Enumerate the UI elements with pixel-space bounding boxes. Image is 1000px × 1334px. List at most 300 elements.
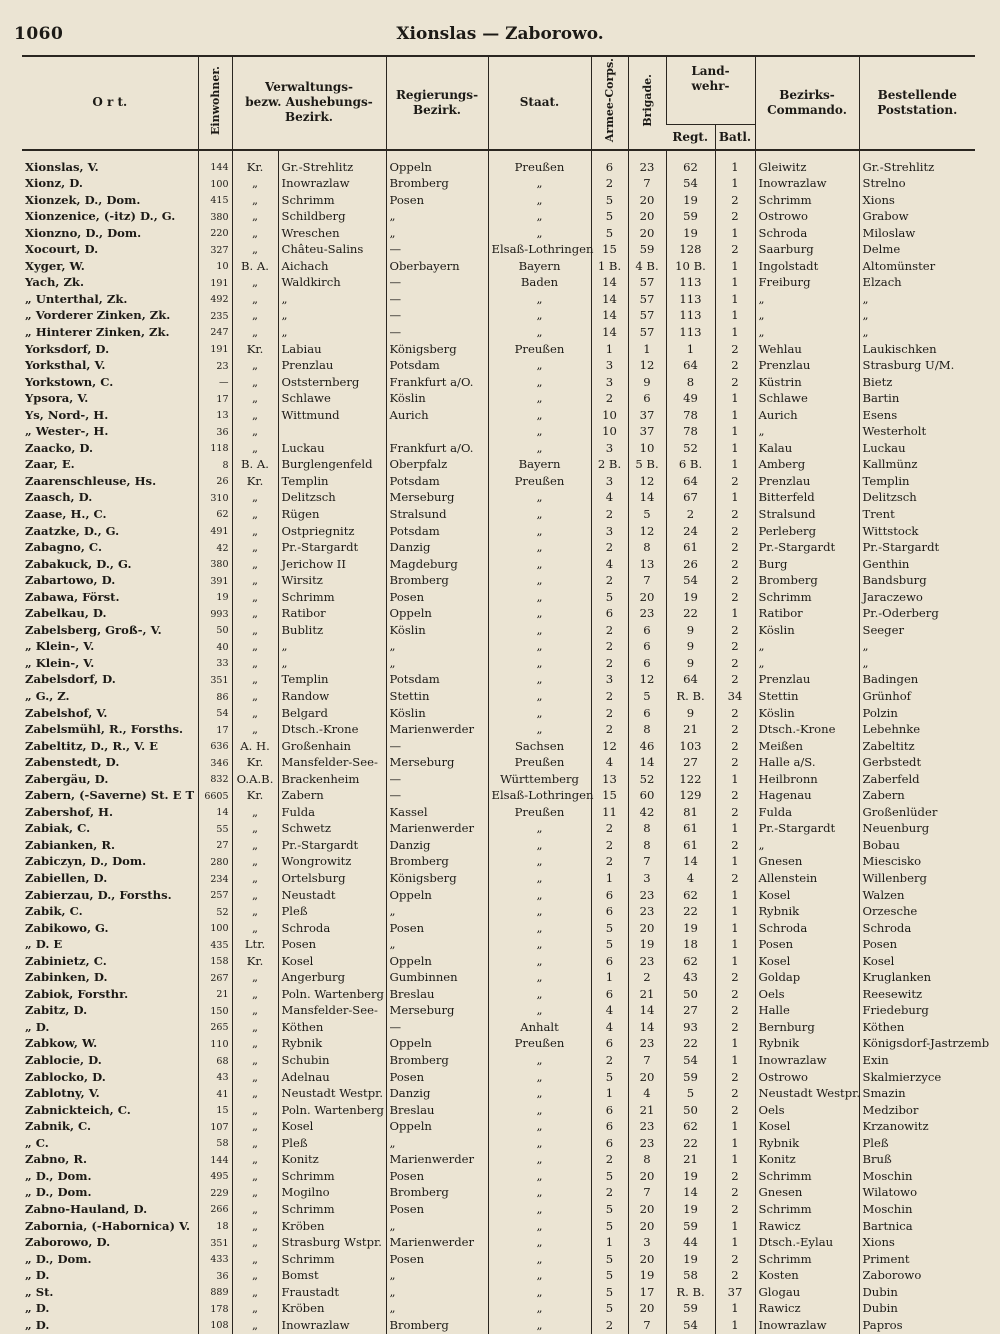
cell-poststation: Wilatowo xyxy=(859,1185,975,1202)
cell-brigade: 21 xyxy=(628,986,666,1003)
cell-regierungsbezirk: Merseburg xyxy=(386,755,488,772)
cell-verwaltungsart: „ xyxy=(232,1268,278,1285)
cell-staat: „ xyxy=(488,639,591,656)
cell-staat: „ xyxy=(488,358,591,375)
cell-landwehr-batl: 1 xyxy=(715,821,755,838)
cell-einwohner xyxy=(198,1086,232,1103)
cell-regierungsbezirk: Frankfurt a/O. xyxy=(386,440,488,457)
cell-bezirks-commando: Heilbronn xyxy=(755,771,859,788)
cell-bezirks-commando: Konitz xyxy=(755,1152,859,1169)
cell-verwaltungsart: „ xyxy=(232,440,278,457)
cell-brigade: 7 xyxy=(628,854,666,871)
cell-landwehr-regt: 6 B. xyxy=(666,457,715,474)
cell-landwehr-regt: 128 xyxy=(666,242,715,259)
cell-ort xyxy=(22,606,198,623)
cell-regierungsbezirk: Posen xyxy=(386,1069,488,1086)
cell-brigade: 57 xyxy=(628,275,666,292)
cell-bezirks-commando: Köslin xyxy=(755,622,859,639)
cell-landwehr-regt: 19 xyxy=(666,192,715,209)
cell-einwohner xyxy=(198,622,232,639)
place-name: Zabitz, D. xyxy=(25,1003,88,1018)
cell-armee-corps: 2 xyxy=(591,1185,628,1202)
cell-staat: „ xyxy=(488,1152,591,1169)
cell-landwehr-batl: 1 xyxy=(715,854,755,871)
table-row xyxy=(22,904,975,921)
place-name: Zabelsmühl, R., Forsths. xyxy=(25,722,184,737)
cell-bezirks-commando: Rawicz xyxy=(755,1218,859,1235)
place-name: Xionzenice, (-itz) D., G. xyxy=(25,209,176,224)
cell-verwaltungsart: „ xyxy=(232,1251,278,1268)
cell-poststation: „ xyxy=(859,655,975,672)
cell-landwehr-regt: 19 xyxy=(666,589,715,606)
cell-armee-corps: 2 xyxy=(591,540,628,557)
cell-poststation: „ xyxy=(859,324,975,341)
cell-armee-corps: 4 xyxy=(591,755,628,772)
cell-landwehr-batl: 1 xyxy=(715,291,755,308)
place-name: „ Vorderer Zinken, Zk. xyxy=(25,308,171,323)
cell-regierungsbezirk: Posen xyxy=(386,192,488,209)
cell-verwaltungsbezirk: Schildberg xyxy=(278,209,386,226)
table-row xyxy=(22,490,975,507)
cell-regierungsbezirk: Frankfurt a/O. xyxy=(386,374,488,391)
cell-brigade: 23 xyxy=(628,1036,666,1053)
cell-ort xyxy=(22,1317,198,1334)
cell-einwohner xyxy=(198,440,232,457)
place-name: Zabierzau, D., Forsths. xyxy=(25,887,172,902)
einwohner-value: 435 xyxy=(210,939,229,951)
cell-regierungsbezirk: Potsdam xyxy=(386,523,488,540)
cell-landwehr-batl: 2 xyxy=(715,1185,755,1202)
cell-verwaltungsbezirk: Zabern xyxy=(278,788,386,805)
place-name: Zabinietz, C. xyxy=(25,953,107,968)
cell-regierungsbezirk: Marienwerder xyxy=(386,722,488,739)
cell-poststation: Bartin xyxy=(859,391,975,408)
cell-staat: Anhalt xyxy=(488,1019,591,1036)
cell-staat: „ xyxy=(488,1251,591,1268)
table-row xyxy=(22,1019,975,1036)
cell-landwehr-regt: 9 xyxy=(666,705,715,722)
cell-ort xyxy=(22,788,198,805)
cell-brigade: 20 xyxy=(628,192,666,209)
table-row xyxy=(22,722,975,739)
cell-staat: „ xyxy=(488,192,591,209)
cell-ort xyxy=(22,589,198,606)
einwohner-value: 62 xyxy=(216,509,229,521)
einwohner-value: 235 xyxy=(210,310,229,322)
cell-regierungsbezirk: „ xyxy=(386,937,488,954)
cell-staat: „ xyxy=(488,722,591,739)
cell-poststation: Gr.-Strehlitz xyxy=(859,159,975,176)
cell-verwaltungsbezirk: Gr.-Strehlitz xyxy=(278,159,386,176)
cell-brigade: 23 xyxy=(628,1135,666,1152)
cell-armee-corps: 14 xyxy=(591,275,628,292)
cell-verwaltungsart: „ xyxy=(232,1069,278,1086)
cell-regierungsbezirk: — xyxy=(386,291,488,308)
cell-armee-corps: 14 xyxy=(591,308,628,325)
cell-poststation: Pr.-Oderberg xyxy=(859,606,975,623)
einwohner-value: 27 xyxy=(216,840,229,852)
cell-armee-corps: 5 xyxy=(591,589,628,606)
cell-staat: „ xyxy=(488,854,591,871)
cell-verwaltungsart: „ xyxy=(232,655,278,672)
cell-ort xyxy=(22,1251,198,1268)
cell-verwaltungsart: Kr. xyxy=(232,473,278,490)
cell-poststation: Esens xyxy=(859,407,975,424)
cell-verwaltungsart: „ xyxy=(232,1135,278,1152)
cell-verwaltungsbezirk: Fulda xyxy=(278,804,386,821)
cell-staat: „ xyxy=(488,1069,591,1086)
cell-verwaltungsbezirk: Mansfelder-See- xyxy=(278,1003,386,1020)
place-name: Zaase, H., C. xyxy=(25,506,107,521)
cell-ort xyxy=(22,573,198,590)
cell-verwaltungsbezirk: Poln. Wartenberg xyxy=(278,986,386,1003)
cell-armee-corps: 1 xyxy=(591,970,628,987)
cell-landwehr-batl: 1 xyxy=(715,1301,755,1318)
cell-poststation: Reesewitz xyxy=(859,986,975,1003)
cell-einwohner xyxy=(198,904,232,921)
einwohner-value: 158 xyxy=(210,956,229,968)
cell-regierungsbezirk: Königsberg xyxy=(386,871,488,888)
table-row xyxy=(22,937,975,954)
cell-ort xyxy=(22,821,198,838)
cell-bezirks-commando: Schrimm xyxy=(755,1201,859,1218)
cell-ort xyxy=(22,457,198,474)
cell-regierungsbezirk: Posen xyxy=(386,1201,488,1218)
cell-verwaltungsbezirk: Luckau xyxy=(278,440,386,457)
cell-regierungsbezirk: „ xyxy=(386,1284,488,1301)
cell-bezirks-commando: Schrimm xyxy=(755,589,859,606)
cell-verwaltungsbezirk: Châteu-Salins xyxy=(278,242,386,259)
cell-ort xyxy=(22,176,198,193)
cell-armee-corps: 2 xyxy=(591,176,628,193)
cell-staat: „ xyxy=(488,324,591,341)
cell-bezirks-commando: Inowrazlaw xyxy=(755,1317,859,1334)
table-row xyxy=(22,1135,975,1152)
einwohner-value: 832 xyxy=(210,774,229,786)
cell-brigade: 9 xyxy=(628,374,666,391)
place-name: Xionslas, V. xyxy=(25,159,99,174)
cell-landwehr-regt: 27 xyxy=(666,755,715,772)
cell-poststation: Zaberfeld xyxy=(859,771,975,788)
cell-staat: „ xyxy=(488,986,591,1003)
cell-landwehr-regt: 59 xyxy=(666,1069,715,1086)
table-row xyxy=(22,788,975,805)
einwohner-value: — xyxy=(219,377,229,389)
cell-bezirks-commando: Kosel xyxy=(755,953,859,970)
cell-einwohner xyxy=(198,722,232,739)
cell-staat: „ xyxy=(488,887,591,904)
einwohner-value: 889 xyxy=(210,1287,229,1299)
table-row xyxy=(22,1201,975,1218)
table-row xyxy=(22,1053,975,1070)
cell-einwohner xyxy=(198,275,232,292)
cell-verwaltungsbezirk: Labiau xyxy=(278,341,386,358)
cell-einwohner xyxy=(198,970,232,987)
cell-verwaltungsart: Kr. xyxy=(232,341,278,358)
cell-verwaltungsbezirk: Strasburg Wstpr. xyxy=(278,1235,386,1252)
cell-armee-corps: 11 xyxy=(591,804,628,821)
cell-staat: „ xyxy=(488,622,591,639)
cell-verwaltungsbezirk: Jerichow II xyxy=(278,556,386,573)
cell-landwehr-batl: 1 xyxy=(715,1218,755,1235)
place-name: Xionzek, D., Dom. xyxy=(25,192,141,207)
einwohner-value: 55 xyxy=(216,823,229,835)
cell-einwohner xyxy=(198,341,232,358)
cell-poststation: Bandsburg xyxy=(859,573,975,590)
cell-einwohner xyxy=(198,788,232,805)
cell-verwaltungsbezirk: Randow xyxy=(278,689,386,706)
cell-einwohner xyxy=(198,953,232,970)
cell-landwehr-batl: 2 xyxy=(715,655,755,672)
einwohner-value: 380 xyxy=(210,211,229,223)
cell-einwohner xyxy=(198,473,232,490)
einwohner-value: 10 xyxy=(216,261,229,273)
place-name: Zaasch, D. xyxy=(25,490,93,505)
cell-staat: „ xyxy=(488,937,591,954)
cell-landwehr-regt: 61 xyxy=(666,821,715,838)
cell-regierungsbezirk xyxy=(386,424,488,441)
cell-bezirks-commando: Prenzlau xyxy=(755,672,859,689)
cell-einwohner xyxy=(198,738,232,755)
cell-regierungsbezirk: Merseburg xyxy=(386,1003,488,1020)
einwohner-value: 108 xyxy=(210,1320,229,1332)
cell-brigade: 19 xyxy=(628,1268,666,1285)
einwohner-value: 415 xyxy=(210,195,229,207)
cell-poststation: Medzibor xyxy=(859,1102,975,1119)
cell-ort xyxy=(22,308,198,325)
cell-regierungsbezirk: Bromberg xyxy=(386,1185,488,1202)
cell-staat: „ xyxy=(488,407,591,424)
cell-staat: „ xyxy=(488,374,591,391)
cell-landwehr-regt: 22 xyxy=(666,606,715,623)
cell-staat: „ xyxy=(488,440,591,457)
cell-einwohner xyxy=(198,1135,232,1152)
cell-staat: Württemberg xyxy=(488,771,591,788)
cell-poststation: Zabeltitz xyxy=(859,738,975,755)
cell-regierungsbezirk: Oppeln xyxy=(386,159,488,176)
cell-armee-corps: 4 xyxy=(591,1019,628,1036)
cell-landwehr-regt: 24 xyxy=(666,523,715,540)
cell-bezirks-commando: Goldap xyxy=(755,970,859,987)
table-row xyxy=(22,1152,975,1169)
cell-poststation: Orzesche xyxy=(859,904,975,921)
cell-poststation: Elzach xyxy=(859,275,975,292)
table-row xyxy=(22,473,975,490)
cell-bezirks-commando: Schrimm xyxy=(755,1168,859,1185)
cell-staat: Preußen xyxy=(488,1036,591,1053)
cell-regierungsbezirk: — xyxy=(386,324,488,341)
cell-verwaltungsbezirk: Schrimm xyxy=(278,589,386,606)
cell-landwehr-regt: 64 xyxy=(666,358,715,375)
cell-verwaltungsart: „ xyxy=(232,705,278,722)
cell-verwaltungsart: „ xyxy=(232,871,278,888)
cell-brigade: 20 xyxy=(628,1218,666,1235)
table-row xyxy=(22,176,975,193)
table-row xyxy=(22,887,975,904)
einwohner-value: 351 xyxy=(210,1237,229,1249)
table-row xyxy=(22,970,975,987)
cell-bezirks-commando: Gnesen xyxy=(755,854,859,871)
cell-staat: „ xyxy=(488,1317,591,1334)
cell-verwaltungsbezirk: Rügen xyxy=(278,506,386,523)
cell-landwehr-batl: 2 xyxy=(715,871,755,888)
cell-brigade: 23 xyxy=(628,953,666,970)
cell-verwaltungsart: „ xyxy=(232,639,278,656)
table-row xyxy=(22,424,975,441)
cell-landwehr-batl: 2 xyxy=(715,341,755,358)
place-name: Zabergäu, D. xyxy=(25,771,109,786)
cell-armee-corps: 6 xyxy=(591,159,628,176)
table-row xyxy=(22,1284,975,1301)
cell-armee-corps: 2 xyxy=(591,705,628,722)
place-name: „ Hinterer Zinken, Zk. xyxy=(25,324,170,339)
cell-verwaltungsbezirk: Belgard xyxy=(278,705,386,722)
cell-bezirks-commando: Hagenau xyxy=(755,788,859,805)
cell-ort xyxy=(22,490,198,507)
cell-armee-corps: 2 xyxy=(591,1317,628,1334)
cell-armee-corps: 3 xyxy=(591,358,628,375)
cell-poststation: Moschin xyxy=(859,1201,975,1218)
cell-einwohner xyxy=(198,176,232,193)
cell-ort xyxy=(22,523,198,540)
cell-landwehr-batl: 1 xyxy=(715,1053,755,1070)
cell-landwehr-batl: 37 xyxy=(715,1284,755,1301)
cell-poststation: Altomünster xyxy=(859,258,975,275)
cell-brigade: 6 xyxy=(628,639,666,656)
cell-brigade: 37 xyxy=(628,424,666,441)
table-row xyxy=(22,705,975,722)
cell-landwehr-regt: 21 xyxy=(666,1152,715,1169)
einwohner-value: 266 xyxy=(210,1204,229,1216)
cell-bezirks-commando: Prenzlau xyxy=(755,358,859,375)
cell-regierungsbezirk: Oppeln xyxy=(386,953,488,970)
cell-armee-corps: 15 xyxy=(591,242,628,259)
cell-verwaltungsart: „ xyxy=(232,589,278,606)
cell-bezirks-commando: Inowrazlaw xyxy=(755,176,859,193)
cell-einwohner xyxy=(198,192,232,209)
cell-verwaltungsart: „ xyxy=(232,821,278,838)
cell-armee-corps: 6 xyxy=(591,904,628,921)
einwohner-value: 229 xyxy=(210,1187,229,1199)
cell-armee-corps: 5 xyxy=(591,1201,628,1218)
cell-brigade: 8 xyxy=(628,540,666,557)
cell-regierungsbezirk: „ xyxy=(386,904,488,921)
cell-landwehr-regt: 19 xyxy=(666,920,715,937)
cell-armee-corps: 2 xyxy=(591,622,628,639)
cell-verwaltungsart: Ltr. xyxy=(232,937,278,954)
cell-einwohner xyxy=(198,689,232,706)
table-spacer xyxy=(22,150,975,159)
cell-einwohner xyxy=(198,771,232,788)
cell-staat: „ xyxy=(488,1218,591,1235)
cell-brigade: 1 xyxy=(628,341,666,358)
table-row xyxy=(22,639,975,656)
cell-staat: Preußen xyxy=(488,755,591,772)
cell-brigade: 12 xyxy=(628,672,666,689)
cell-verwaltungsart: „ xyxy=(232,1086,278,1103)
cell-landwehr-batl: 1 xyxy=(715,407,755,424)
cell-einwohner xyxy=(198,755,232,772)
cell-verwaltungsbezirk: Prenzlau xyxy=(278,358,386,375)
place-name: Zabenstedt, D. xyxy=(25,755,120,770)
einwohner-value: 491 xyxy=(210,526,229,538)
einwohner-value: 14 xyxy=(216,807,229,819)
place-name: „ Unterthal, Zk. xyxy=(25,291,128,306)
einwohner-value: 191 xyxy=(210,277,229,289)
cell-staat: „ xyxy=(488,672,591,689)
cell-verwaltungsart: Kr. xyxy=(232,788,278,805)
cell-ort xyxy=(22,341,198,358)
einwohner-value: 33 xyxy=(216,658,229,670)
cell-landwehr-batl: 2 xyxy=(715,573,755,590)
cell-armee-corps: 1 xyxy=(591,341,628,358)
place-name: „ D., Dom. xyxy=(25,1185,92,1200)
cell-brigade: 7 xyxy=(628,573,666,590)
cell-poststation: Dubin xyxy=(859,1284,975,1301)
cell-regierungsbezirk: Merseburg xyxy=(386,490,488,507)
cell-staat: „ xyxy=(488,1301,591,1318)
cell-landwehr-batl: 2 xyxy=(715,722,755,739)
cell-landwehr-batl: 2 xyxy=(715,523,755,540)
cell-landwehr-regt: 59 xyxy=(666,209,715,226)
cell-verwaltungsart: „ xyxy=(232,1102,278,1119)
cell-verwaltungsbezirk: Köthen xyxy=(278,1019,386,1036)
col-landwehr: Land- wehr- xyxy=(666,56,755,125)
cell-armee-corps: 14 xyxy=(591,291,628,308)
cell-ort xyxy=(22,622,198,639)
cell-staat: „ xyxy=(488,225,591,242)
cell-brigade: 20 xyxy=(628,920,666,937)
cell-einwohner xyxy=(198,242,232,259)
cell-ort xyxy=(22,1201,198,1218)
cell-landwehr-batl: 1 xyxy=(715,457,755,474)
cell-ort xyxy=(22,1086,198,1103)
cell-brigade: 46 xyxy=(628,738,666,755)
table-row xyxy=(22,457,975,474)
cell-bezirks-commando: Küstrin xyxy=(755,374,859,391)
cell-verwaltungsbezirk: Schwetz xyxy=(278,821,386,838)
cell-bezirks-commando: „ xyxy=(755,291,859,308)
cell-ort xyxy=(22,672,198,689)
cell-einwohner xyxy=(198,556,232,573)
cell-verwaltungsart: „ xyxy=(232,424,278,441)
place-name: Yach, Zk. xyxy=(25,275,84,290)
cell-regierungsbezirk: Danzig xyxy=(386,837,488,854)
cell-verwaltungsbezirk: Angerburg xyxy=(278,970,386,987)
cell-landwehr-regt: 9 xyxy=(666,655,715,672)
cell-armee-corps: 2 xyxy=(591,1152,628,1169)
cell-poststation: Zaborowo xyxy=(859,1268,975,1285)
cell-regierungsbezirk: Königsberg xyxy=(386,341,488,358)
einwohner-value: 100 xyxy=(210,923,229,935)
cell-regierungsbezirk: Magdeburg xyxy=(386,556,488,573)
cell-poststation: Bobau xyxy=(859,837,975,854)
cell-armee-corps: 3 xyxy=(591,523,628,540)
cell-verwaltungsbezirk: Delitzsch xyxy=(278,490,386,507)
cell-verwaltungsart: „ xyxy=(232,970,278,987)
cell-landwehr-regt: 5 xyxy=(666,1086,715,1103)
table-row xyxy=(22,573,975,590)
cell-verwaltungsart: Kr. xyxy=(232,159,278,176)
place-name: Zaatzke, D., G. xyxy=(25,523,120,538)
cell-poststation: Köthen xyxy=(859,1019,975,1036)
cell-regierungsbezirk: — xyxy=(386,788,488,805)
einwohner-value: 636 xyxy=(210,741,229,753)
cell-einwohner xyxy=(198,937,232,954)
cell-verwaltungsbezirk: „ xyxy=(278,291,386,308)
table-row xyxy=(22,1086,975,1103)
cell-staat: „ xyxy=(488,871,591,888)
